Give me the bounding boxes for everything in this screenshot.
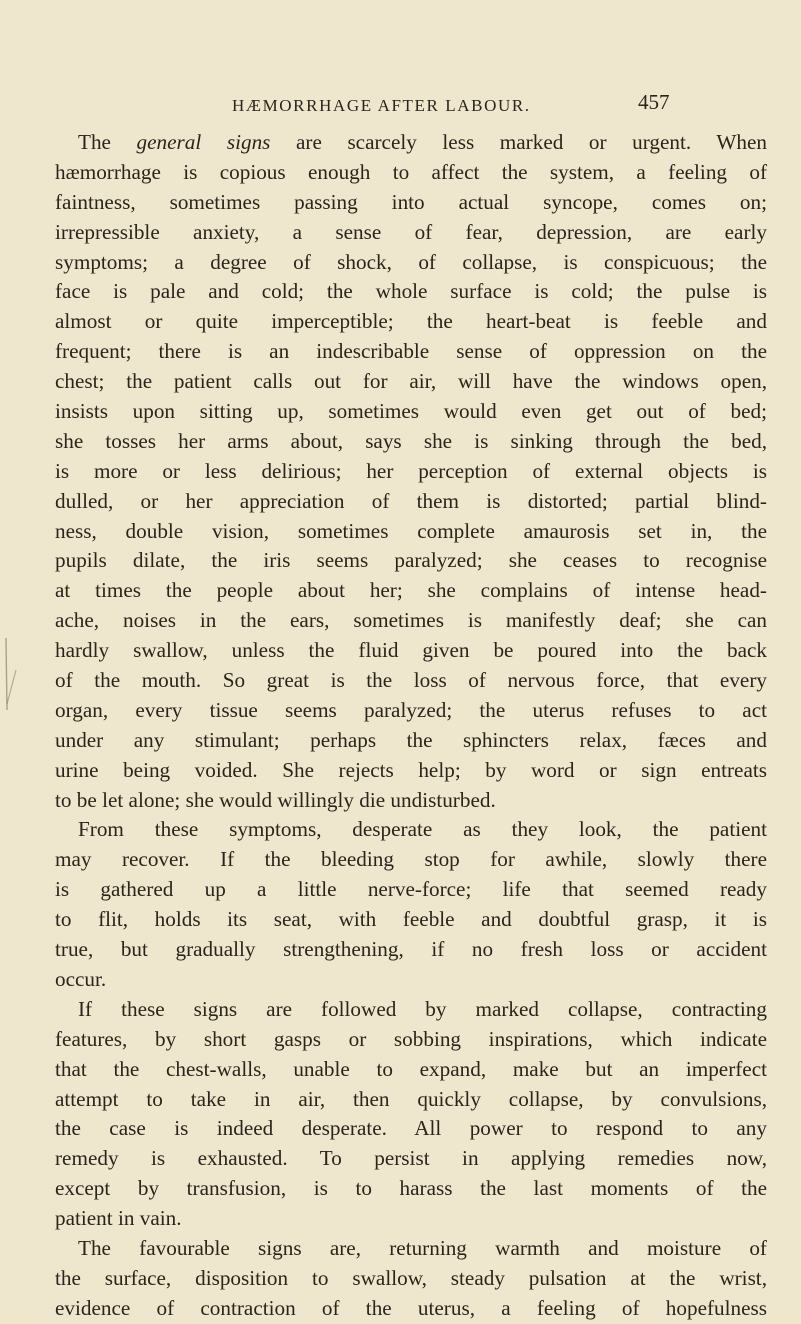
text-line: face is pale and cold; the whole surface is cold; the pulse is [55,279,767,304]
text-line: urine being voided. She rejects help; by word or sign entreats [55,757,767,782]
text-line: The favourable signs are, returning warmth and moisture of [78,1235,767,1260]
text-line: under any stimulant; perhaps the sphincters relax, fæces and [55,727,767,752]
text-line: From these symptoms, desperate as they look, the patient [78,817,767,842]
text-line: at times the people about her; she complains of intense head- [55,578,767,603]
body-text [55,128,767,1324]
text-line: dulled, or her appreciation of them is distorted; partial blind- [55,488,767,513]
text-line: except by transfusion, is to harass the last moments of the [55,1176,767,1201]
text-line: irrepressible anxiety, a sense of fear, depression, are early [55,219,767,244]
text-line: features, by short gasps or sobbing inspirations, which indicate [55,1026,767,1051]
text-line: the surface, disposition to swallow, steady pulsation at the wrist, [55,1265,767,1290]
paragraph [55,1234,767,1324]
text-line: faintness, sometimes passing into actual syncope, comes on; [55,189,767,214]
text-line: evidence of contraction of the uterus, a feeling of hopefulness [55,1295,767,1320]
text-line: is more or less delirious; her perception of external objects is [55,458,767,483]
text-line: occur. [55,966,107,991]
text-line: she tosses her arms about, says she is sinking through the bed, [55,428,767,453]
text-line: to flit, holds its seat, with feeble and doubtful grasp, it is [55,907,767,932]
paragraph [55,995,767,1234]
text-line: attempt to take in air, then quickly collapse, by convulsions, [55,1086,767,1111]
text-line: the case is indeed desperate. All power to respond to any [55,1116,767,1141]
text-line: to be let alone; she would willingly die undisturbed. [55,787,496,812]
text-line: hæmorrhage is copious enough to affect the system, a feeling of [55,159,767,184]
text-line: insists upon sitting up, sometimes would even get out of bed; [55,399,767,424]
text-line: patient in vain. [55,1206,182,1231]
margin-pencil-mark [0,630,20,720]
text-line: ache, noises in the ears, sometimes is manifestly deaf; she can [55,608,767,633]
text-line: frequent; there is an indescribable sense of oppression on the [55,339,767,364]
text-line: symptoms; a degree of shock, of collapse, is conspicuous; the [55,249,767,274]
italic-phrase: general signs [136,130,271,154]
text-line: pupils dilate, the iris seems paralyzed; she ceases to recognise [55,548,767,573]
running-head: HÆMORRHAGE AFTER LABOUR. [232,96,531,115]
text-line: ness, double vision, sometimes complete amaurosis set in, the [55,518,767,543]
text-line: remedy is exhausted. To persist in applying remedies now, [55,1146,767,1171]
text-line: true, but gradually strengthening, if no fresh loss or accident [55,937,767,962]
paragraph [55,128,767,815]
text-run: are scarcely less marked or urgent. When [270,130,767,154]
paragraph [55,815,767,994]
text-line: that the chest-walls, unable to expand, make but an imperfect [55,1056,767,1081]
text-line: organ, every tissue seems paralyzed; the uterus refuses to act [55,697,767,722]
text-line [55,128,767,158]
text-run: The [78,130,137,154]
text-line: is gathered up a little nerve-force; life that seemed ready [55,877,767,902]
page-number: 457 [638,90,670,114]
text-line: If these signs are followed by marked collapse, contracting [78,996,767,1021]
text-line: of the mouth. So great is the loss of nervous force, that every [55,668,767,693]
text-line: chest; the patient calls out for air, will have the windows open, [55,369,767,394]
text-line: almost or quite imperceptible; the heart-beat is feeble and [55,309,767,334]
text-line: hardly swallow, unless the fluid given be poured into the back [55,638,767,663]
text-line: may recover. If the bleeding stop for awhile, slowly there [55,847,767,872]
